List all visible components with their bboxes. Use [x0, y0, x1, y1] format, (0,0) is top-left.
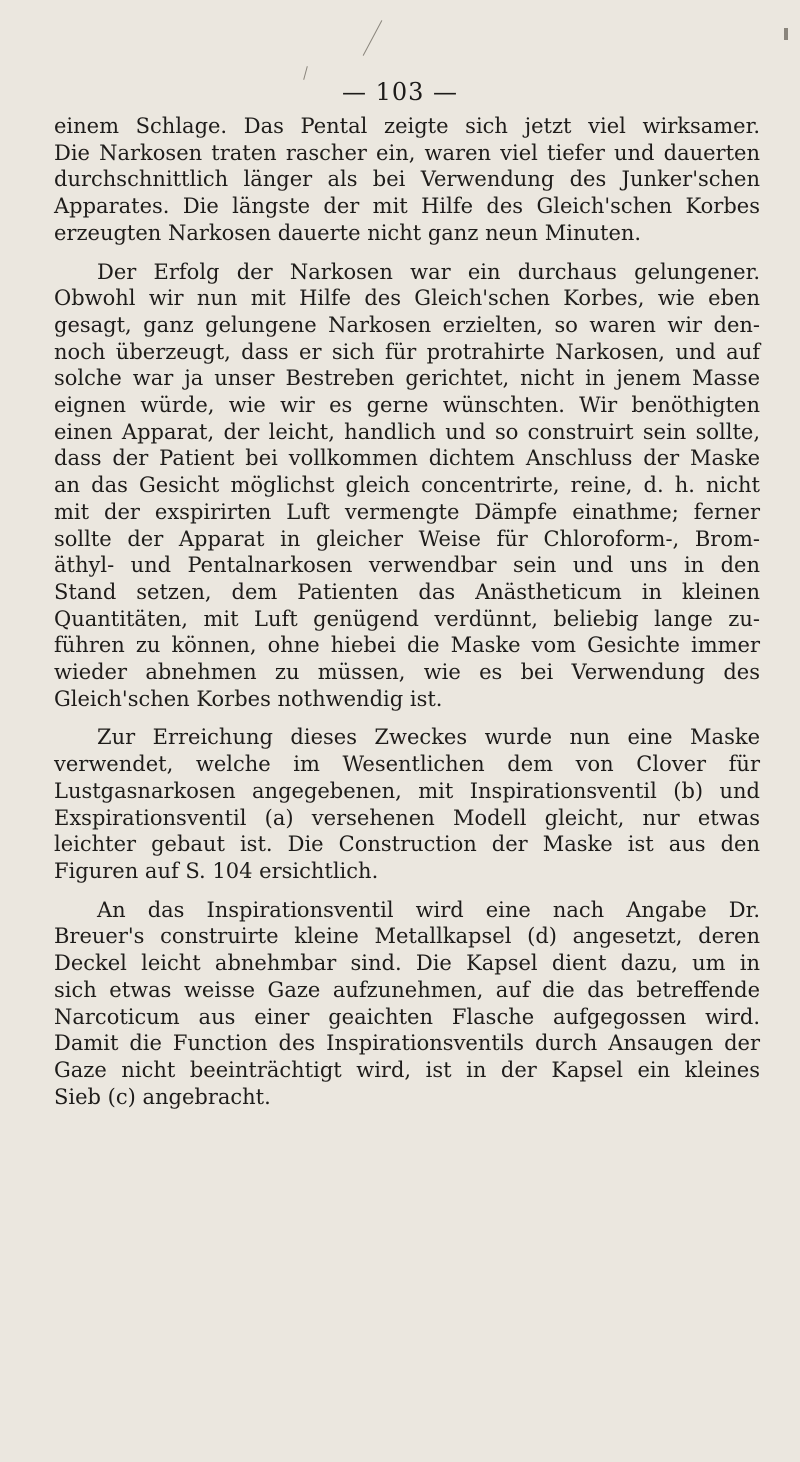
text-line: Deckel leicht abnehmbar sind. Die Kapsel dient dazu, um in: [54, 951, 760, 976]
text-line: Figuren auf S. 104 ersichtlich.: [54, 858, 379, 883]
text-line: sich etwas weisse Gaze aufzunehmen, auf die das betreffende: [54, 977, 760, 1002]
text-line: Gaze nicht beeinträchtigt wird, ist in der Kapsel ein kleines: [54, 1057, 760, 1082]
text-line: solche war ja unser Bestreben gerichtet, nicht in jenem Masse: [54, 366, 760, 391]
text-line: Damit die Function des Inspirationsventils durch Ansaugen der: [54, 1031, 760, 1056]
text-line: gesagt, ganz gelungene Narkosen erzielten, so waren wir den-: [54, 312, 760, 337]
text-line: eignen würde, wie wir es gerne wünschten. Wir benöthigten: [54, 393, 760, 418]
text-line: durchschnittlich länger als bei Verwendung des Junker'schen: [54, 167, 760, 192]
paragraph: [54, 724, 760, 884]
text-line: Lustgasnarkosen angegebenen, mit Inspirationsventil (b) und: [54, 778, 760, 803]
text-line: leichter gebaut ist. Die Construction der Maske ist aus den: [54, 832, 760, 857]
text-line: einem Schlage. Das Pental zeigte sich jetzt viel wirksamer.: [54, 114, 760, 138]
text-line: wieder abnehmen zu müssen, wie es bei Verwendung des: [54, 660, 760, 685]
text-line: Stand setzen, dem Patienten das Anästheticum in kleinen: [54, 579, 760, 604]
pencil-mark: [363, 20, 383, 56]
text-line: Der Erfolg der Narkosen war ein durchaus gelungener.: [97, 259, 760, 284]
paragraph: [54, 113, 760, 247]
margin-tick-mark: [784, 28, 788, 40]
paragraph: [54, 259, 760, 713]
text-body: [54, 113, 760, 1122]
text-line: Exspirationsventil (a) versehenen Modell gleicht, nur etwas: [54, 805, 760, 830]
page-number: — 103 —: [341, 78, 459, 106]
text-line: einen Apparat, der leicht, handlich und so construirt sein sollte,: [54, 419, 760, 444]
text-line: Breuer's construirte kleine Metallkapsel (d) angesetzt, deren: [54, 924, 760, 949]
text-line: mit der exspirirten Luft vermengte Dämpfe einathme; ferner: [54, 499, 760, 524]
text-line: äthyl- und Pentalnarkosen verwendbar sein und uns in den: [54, 553, 760, 578]
text-line: sollte der Apparat in gleicher Weise für Chloroform-, Brom-: [54, 526, 760, 551]
text-line: An das Inspirationsventil wird eine nach Angabe Dr.: [97, 897, 760, 922]
text-line: erzeugten Narkosen dauerte nicht ganz neun Minuten.: [54, 220, 642, 245]
text-line: Gleich'schen Korbes nothwendig ist.: [54, 686, 443, 711]
text-line: Sieb (c) angebracht.: [54, 1084, 271, 1109]
text-line: Die Narkosen traten rascher ein, waren viel tiefer und dauerten: [54, 140, 760, 165]
text-line: verwendet, welche im Wesentlichen dem von Clover für: [54, 752, 760, 777]
text-line: Quantitäten, mit Luft genügend verdünnt, beliebig lange zu-: [54, 606, 760, 631]
text-line: Zur Erreichung dieses Zweckes wurde nun eine Maske: [97, 725, 760, 750]
text-line: Narcoticum aus einer geaichten Flasche aufgegossen wird.: [54, 1004, 760, 1029]
text-line: Apparates. Die längste der mit Hilfe des Gleich'schen Korbes: [54, 194, 760, 219]
text-line: an das Gesicht möglichst gleich concentrirte, reine, d. h. nicht: [54, 473, 760, 498]
text-line: führen zu können, ohne hiebei die Maske vom Gesichte immer: [54, 633, 760, 658]
text-line: noch überzeugt, dass er sich für protrahirte Narkosen, und auf: [54, 339, 760, 364]
text-line: dass der Patient bei vollkommen dichtem Anschluss der Maske: [54, 446, 760, 471]
text-line: Obwohl wir nun mit Hilfe des Gleich'schen Korbes, wie eben: [54, 286, 760, 311]
paragraph: [54, 897, 760, 1111]
